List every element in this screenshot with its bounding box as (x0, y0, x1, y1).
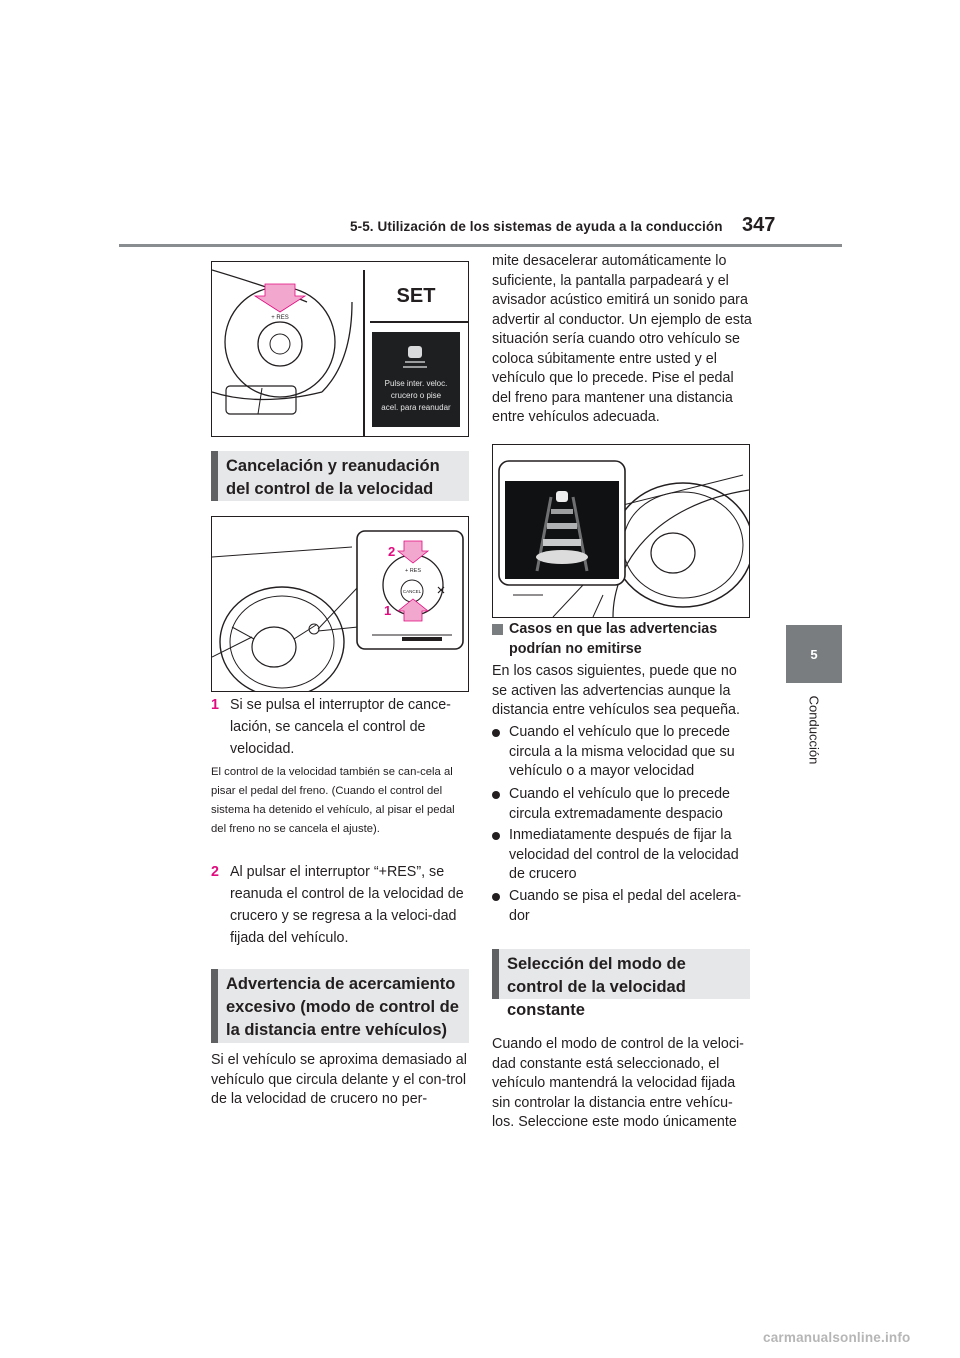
callout-1: 1 (384, 603, 392, 618)
step-2 (211, 861, 474, 949)
header-rule (119, 244, 842, 247)
approach-warning-illustration (493, 445, 749, 617)
bullet-item (492, 887, 754, 927)
bullet-text: Cuando el vehículo que lo precede circula extremadamente despacio (509, 786, 730, 822)
bullet-item (492, 785, 754, 825)
res-label-fig2: + RES (404, 568, 422, 574)
step-1 (211, 694, 474, 760)
chapter-label-container (784, 680, 844, 780)
set-display-illustration (212, 262, 468, 436)
display-msg-line3: acel. para reanudar (381, 403, 451, 412)
chapter-number: 5 (810, 646, 818, 662)
cancel-label: CANCEL (402, 589, 422, 594)
bullet-dot-icon (492, 893, 500, 901)
callout-2: 2 (388, 544, 396, 559)
no-warning-paragraph: En los casos siguientes, puede que no se activen las advertencias aunque la distancia entre vehículos sea pequeña. (492, 663, 740, 718)
bullet-dot-icon (492, 791, 500, 799)
sub-heading-no-warning (492, 620, 754, 660)
approach-warning-continued: mite desacelerar automáticamente lo suficiente, la pantalla parpadeará y el avisador acústico emitirá un sonido para advertir al conductor. Un ejemplo de esta situación sería cuando otro vehículo se coloca súbitamente entre usted y el vehículo que lo precede. Pise el pedal del freno para mantener una distancia entre vehículos adecuada. (492, 253, 752, 425)
display-msg-line2: crucero o pise (390, 391, 442, 400)
chapter-label: Conducción (806, 695, 822, 765)
step-1-text: Si se pulsa el interruptor de cance-lación, se cancela el control de velocidad. (230, 697, 451, 757)
figure-steering-switch (211, 516, 469, 692)
bullet-dot-icon (492, 729, 500, 737)
page-number: 347 (742, 214, 776, 236)
display-msg-line1: Pulse inter. veloc. (384, 379, 448, 388)
chapter-tab (786, 625, 842, 683)
section-heading-approach-warning: Advertencia de acercamiento excesivo (modo de control de la distancia entre vehículos) (211, 969, 469, 1043)
bullet-item (492, 723, 754, 783)
figure-set-display (211, 261, 469, 437)
step-1-number: 1 (211, 697, 219, 713)
approach-warning-paragraph: Si el vehículo se aproxima demasiado al vehículo que circula delante y el con-trol de la velocidad de crucero no per- (211, 1052, 467, 1107)
step-2-text: Al pulsar el interruptor “+RES”, se reanuda el control de la velocidad de crucero y se regresa a la veloci-dad fijada del vehículo. (230, 864, 464, 946)
constant-speed-paragraph: Cuando el modo de control de la veloci-dad constante está seleccionado, el vehículo mantendrá la velocidad fijada sin controlar la distancia entre vehícu-los. Seleccione este modo únicamente (492, 1036, 744, 1130)
bullet-item (492, 826, 754, 886)
steering-switch-illustration (212, 517, 468, 691)
section-heading-constant-speed: Selección del modo de control de la velocidad constante (492, 949, 750, 999)
bullet-dot-icon (492, 832, 500, 840)
cancel-note: El control de la velocidad también se can-cela al pisar el pedal del freno. (Cuando el control del sistema ha detenido el vehículo, al pisar el pedal del freno no se cancela el ajuste). (211, 766, 455, 835)
res-label-fig1: + RES (271, 315, 289, 321)
square-bullet-icon (492, 624, 503, 635)
figure-approach-warning (492, 444, 750, 618)
watermark: carmanualsonline.info (763, 1330, 911, 1345)
press-arrow-icon (255, 284, 305, 312)
sub-heading-text: Casos en que las advertencias podrían no emitirse (509, 621, 718, 657)
set-label: SET (396, 285, 436, 307)
bullet-text: Cuando se pisa el pedal del acelera-dor (509, 888, 742, 924)
bullet-text: Cuando el vehículo que lo precede circula a la misma velocidad que su vehículo o a mayor velocidad (509, 724, 735, 779)
section-heading-cancel-resume: Cancelación y reanudación del control de la velocidad (211, 451, 469, 501)
step-2-number: 2 (211, 864, 219, 880)
running-header: 5-5. Utilización de los sistemas de ayuda a la conducción (350, 219, 723, 234)
bullet-text: Inmediatamente después de fijar la velocidad del control de la velocidad de crucero (509, 827, 739, 882)
